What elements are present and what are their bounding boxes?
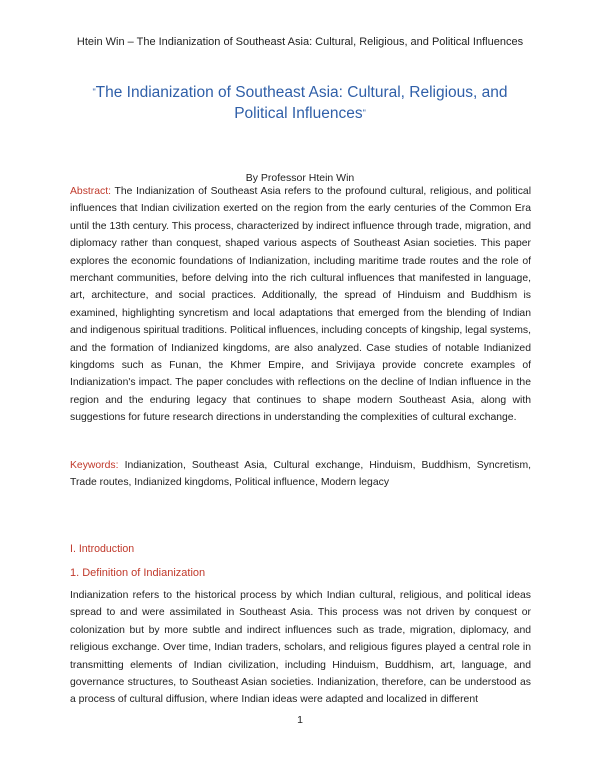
keywords-label: Keywords: [70,460,119,471]
author-line: By Professor Htein Win [245,172,355,184]
abstract-block [70,183,531,427]
title-open-quote: " [92,87,96,97]
abstract-label: Abstract: [70,186,111,197]
title-text: The Indianization of Southeast Asia: Cultural, Religious, and Political Influences [95,84,508,122]
abstract-text: The Indianization of Southeast Asia refers to the profound cultural, religious, and political influences that Indian civilization exerted on the region from the early centuries of the Common Era until the 13th century. This process, characterized by indirect influence through trade, migration, and diplomacy rather than conquest, shaped various aspects of Southeast Asian societies. This paper explores the economic foundations of Indianization, including maritime trade routes and the role of merchant communities, before delving into the rich cultural influences that manifested in language, art, architecture, and social practices. Additionally, the spread of Hinduism and Buddhism is examined, highlighting syncretism and local adaptations that emerged from the blending of Indian and indigenous spiritual traditions. Political influences, including concepts of kingship, legal systems, and the formation of Indianized kingdoms, are also analyzed. Case studies of notable Indianized kingdoms such as Funan, the Khmer Empire, and Srivijaya provide concrete examples of Indianization's impact. The paper concludes with reflections on the decline of Indian influence in the region and the enduring legacy that continues to shape modern Southeast Asia, along with suggestions for future research directions in understanding the complexities of cultural exchange. [70,186,532,424]
subsection-heading-definition: 1. Definition of Indianization [70,567,206,579]
keywords-block [70,457,531,492]
keywords-text: Indianization, Southeast Asia, Cultural exchange, Hinduism, Buddhism, Syncretism, Trade routes, Indianized kingdoms, Political influence, Modern legacy [70,460,531,489]
running-header: Htein Win – The Indianization of Southeast Asia: Cultural, Religious, and Political Influences [76,36,524,48]
section-heading-introduction: I. Introduction [70,543,135,555]
title-close-quote: " [362,108,366,118]
paper-title [70,82,530,124]
page-number: 1 [297,714,303,726]
intro-paragraph: Indianization refers to the historical process by which Indian cultural, religious, and political ideas spread to and were assimilated in Southeast Asia. This process was not driven by conquest or colonization but by more subtle and indirect influences such as trade, migration, diplomacy, and religious exchange. Over time, Indian traders, scholars, and religious figures played a central role in transmitting elements of Indian civilization, including Hinduism, Buddhism, art, language, and governance structures, to Southeast Asian societies. Indianization, therefore, can be understood as a process of cultural diffusion, where Indian ideas were adapted and localized in different [70,590,531,706]
